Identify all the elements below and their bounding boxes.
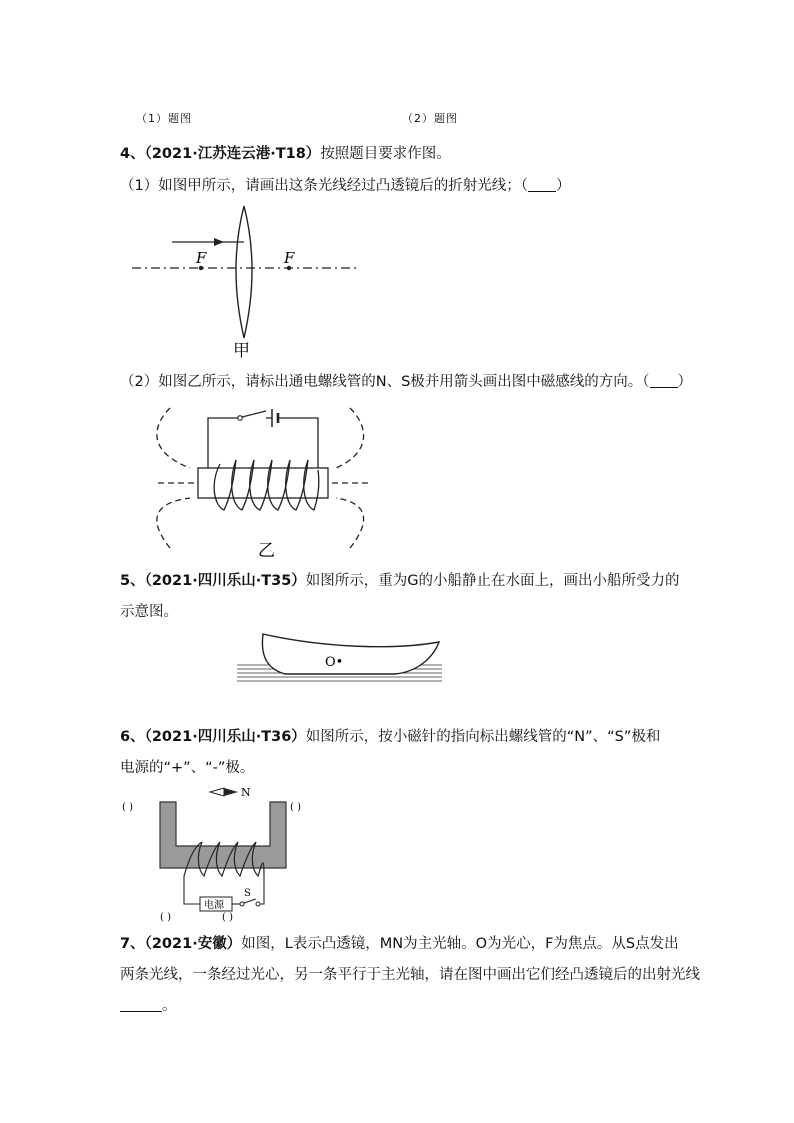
question-4-part2 [120,372,692,392]
switch-contact [240,902,244,906]
question-7-line2: 两条光线，一条经过光心，另一条平行于主光轴，请在图中画出它们经凸透镜后的出射光线 [120,967,700,983]
switch-blade [244,899,256,903]
question-number: 7、 [120,936,145,952]
figure-yi-caption: 乙 [258,541,275,558]
line3-end: 。 [162,998,177,1014]
boat-center-label: O• [325,655,344,670]
question-5-line1 [120,571,680,591]
blank-bottom-right: ( ) [222,912,233,923]
figure-boat [235,628,445,688]
iron-core [198,468,328,498]
focus-label-right: F [284,249,295,267]
figure-jia-caption: 甲 [233,341,250,361]
power-supply-label: 电源 [204,900,224,911]
question-4-heading [120,144,451,164]
question-number: 4、 [120,146,145,162]
figure-u-core-solenoid [118,784,333,924]
question-source: （2021·江苏连云港·T18） [144,146,321,162]
question-6-line1 [120,727,660,747]
u-shaped-iron-core [160,802,286,868]
figure-yi-solenoid [140,398,400,558]
part1-text: （1）如图甲所示，请画出这条光线经过凸透镜后的折射光线；（ [120,178,528,194]
switch-blade [242,411,266,417]
answer-blank[interactable] [650,373,678,388]
answer-blank[interactable] [120,997,162,1012]
needle-south-half [210,788,224,796]
figure-jia-lens [120,200,370,365]
question-source: （2021·四川乐山·T35） [144,573,306,589]
convex-lens [236,206,252,338]
question-text: 如图所示，按小磁针的指向标出螺线管的“N”、“S”极和 [305,729,661,745]
question-number: 5、 [120,573,145,589]
part2-end: ） [677,374,693,390]
question-6-line2: 电源的“+”、“-”极。 [120,760,255,776]
question-4-part1 [120,176,570,196]
needle-north-label: N [241,786,251,799]
blank-bottom-left: ( ) [160,912,171,923]
figure-caption-1: （1）题图 [136,112,192,125]
question-text: 按照题目要求作图。 [320,146,451,162]
question-source: （2021·安徽） [144,936,242,952]
switch-contact [238,416,243,421]
question-text: 如图所示，重为G的小船静止在水面上，画出小船所受力的 [305,573,680,589]
question-7-line1 [120,934,679,954]
question-number: 6、 [120,729,145,745]
blank-top-right: ( ) [290,802,301,813]
part2-text: （2）如图乙所示，请标出通电螺线管的N、S极并用箭头画出图中磁感线的方向。（ [120,374,650,390]
question-text: 如图，L表示凸透镜，MN为主光轴。O为光心，F为焦点。从S点发出 [241,936,679,952]
focus-label-left: F [196,249,207,267]
blank-top-left: ( ) [122,802,133,813]
answer-blank[interactable] [528,177,556,192]
ray-arrow-icon [214,238,224,246]
switch-contact [256,902,260,906]
part1-end: ） [555,178,571,194]
needle-north-half [224,788,238,796]
question-5-line2: 示意图。 [120,604,178,620]
question-7-line3 [120,996,177,1016]
switch-label: S [244,888,251,899]
boat-hull [262,634,439,674]
question-source: （2021·四川乐山·T36） [144,729,306,745]
figure-caption-2: （2）题图 [402,112,458,125]
